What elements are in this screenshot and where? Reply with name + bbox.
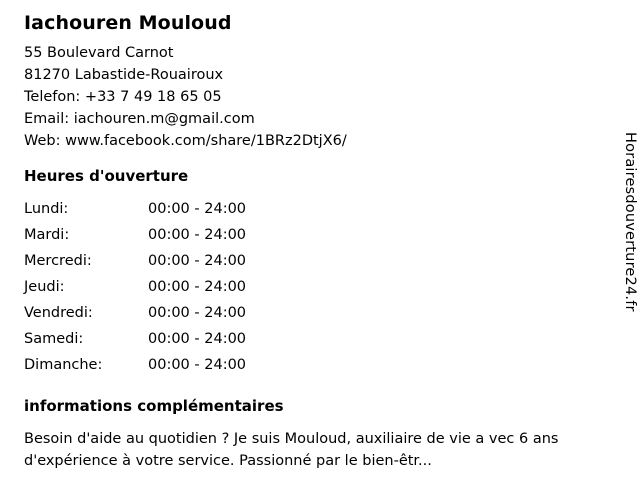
address-block [24,42,584,152]
table-row [24,198,298,224]
table-row [24,302,298,328]
additional-info-title: informations complémentaires [24,397,284,415]
watermark-label: Horairesdouverture24.fr [622,132,638,312]
day-hours: 00:00 - 24:00 [148,201,247,217]
address-street: 55 Boulevard Carnot [24,45,174,61]
page-title: Iachouren Mouloud [24,12,232,34]
email-line: Email: iachouren.m@gmail.com [24,111,255,127]
day-label: Mardi: [24,227,70,243]
day-label: Mercredi: [24,253,92,269]
day-label: Jeudi: [24,279,65,295]
opening-hours-table [24,198,298,380]
day-label: Lundi: [24,201,69,217]
day-hours: 00:00 - 24:00 [148,279,247,295]
additional-info-text: Besoin d'aide au quotidien ? Je suis Mouloud, auxiliaire de vie a vec 6 ans d'expérience à votre service. Passionné par le bien-êtr... [24,431,559,469]
day-label: Samedi: [24,331,84,347]
table-row [24,224,298,250]
web-line: Web: www.facebook.com/share/1BRz2DtjX6/ [24,133,347,149]
business-info-panel [24,10,584,472]
day-label: Vendredi: [24,305,93,321]
table-row [24,354,298,380]
day-hours: 00:00 - 24:00 [148,305,247,321]
address-city: 81270 Labastide-Rouairoux [24,67,224,83]
phone-line: Telefon: +33 7 49 18 65 05 [24,89,222,105]
day-hours: 00:00 - 24:00 [148,253,247,269]
day-hours: 00:00 - 24:00 [148,357,247,373]
table-row [24,276,298,302]
day-hours: 00:00 - 24:00 [148,331,247,347]
table-row [24,250,298,276]
day-hours: 00:00 - 24:00 [148,227,247,243]
opening-hours-title: Heures d'ouverture [24,167,189,185]
day-label: Dimanche: [24,357,103,373]
table-row [24,328,298,354]
